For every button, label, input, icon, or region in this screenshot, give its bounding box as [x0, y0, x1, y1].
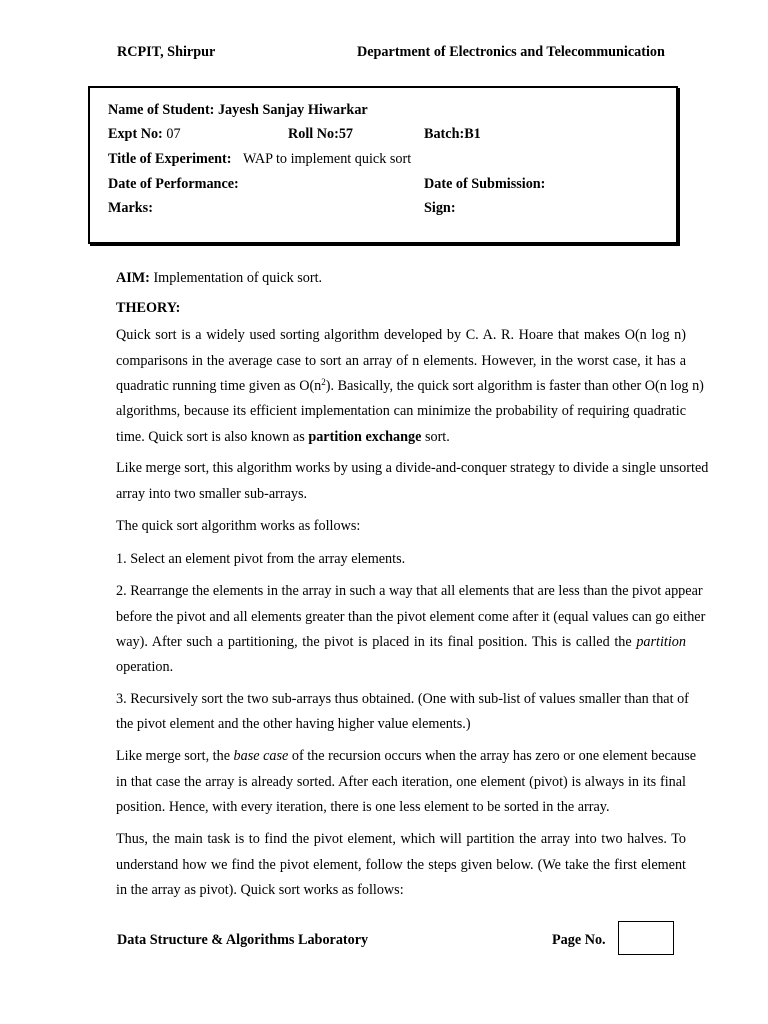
paragraph-line: [116, 429, 450, 446]
paragraph-line: comparisons in the average case to sort an array of n elements. However, in the worst case, it has a: [116, 353, 686, 369]
title-value: WAP to implement quick sort: [243, 151, 412, 167]
marks: Marks:: [108, 200, 153, 216]
header-institution: RCPIT, Shirpur: [117, 44, 216, 60]
text-run: Like merge sort, the: [116, 748, 234, 764]
aim-line: [116, 270, 322, 287]
paragraph-line: in the array as pivot). Quick sort works as follows:: [116, 882, 404, 898]
theory-heading: THEORY:: [116, 300, 181, 316]
aim-label: AIM:: [116, 270, 150, 286]
paragraph-line: Like merge sort, this algorithm works by using a divide-and-conquer strategy to divide a single unsorted: [116, 460, 709, 476]
paragraph-line: in that case the array is already sorted. After each iteration, one element (pivot) is always in its final: [116, 774, 686, 790]
footer-page-label: Page No.: [552, 932, 606, 948]
sign: Sign:: [424, 200, 456, 216]
paragraph-line: algorithms, because its efficient implementation can minimize the probability of requiring quadratic: [116, 403, 686, 419]
header-department: Department of Electronics and Telecommunication: [357, 44, 665, 60]
paragraph-line: The quick sort algorithm works as follows:: [116, 518, 361, 534]
paragraph-line: [116, 748, 697, 765]
step-line: [116, 634, 686, 651]
expt-number: [108, 126, 181, 143]
step-line: 3. Recursively sort the two sub-arrays thus obtained. (One with sub-list of values smaller than that of: [116, 691, 689, 707]
page-number-box: [618, 921, 674, 955]
paragraph-line: [116, 377, 704, 395]
expt-label: Expt No:: [108, 126, 163, 142]
step-line: the pivot element and the other having higher value elements.): [116, 716, 471, 732]
step-line: 2. Rearrange the elements in the array in such a way that all elements that are less than the pivot appear: [116, 583, 703, 599]
superscript: 2: [321, 377, 326, 387]
footer-lab-name: Data Structure & Algorithms Laboratory: [117, 932, 369, 948]
expt-value: 07: [166, 126, 181, 142]
text-run: way). After such a partitioning, the pivot is placed in its final position. This is called the: [116, 634, 637, 650]
student-info-box: [88, 86, 678, 244]
text-run: quadratic running time given as O(n: [116, 378, 322, 394]
text-run: ). Basically, the quick sort algorithm is faster than other O(n log n): [325, 378, 704, 394]
date-of-performance: Date of Performance:: [108, 176, 239, 192]
italic-term: base case: [233, 748, 289, 764]
title-label: Title of Experiment:: [108, 151, 232, 167]
paragraph-line: array into two smaller sub-arrays.: [116, 486, 308, 502]
step-line: 1. Select an element pivot from the array elements.: [116, 551, 406, 567]
text-run: time. Quick sort is also known as: [116, 429, 309, 445]
text-run: of the recursion occurs when the array has zero or one element because: [288, 748, 697, 764]
step-line: operation.: [116, 659, 174, 675]
text-run: sort.: [421, 429, 450, 445]
roll-number: Roll No:57: [288, 126, 354, 142]
paragraph-line: Thus, the main task is to find the pivot element, which will partition the array into two halves. To: [116, 831, 686, 847]
paragraph-line: Quick sort is a widely used sorting algorithm developed by C. A. R. Hoare that makes O(n log n): [116, 327, 686, 343]
paragraph-line: understand how we find the pivot element, follow the steps given below. (We take the first element: [116, 857, 686, 873]
italic-term: partition: [636, 634, 686, 650]
batch: Batch:B1: [424, 126, 481, 142]
experiment-title: [108, 151, 411, 168]
paragraph-line: position. Hence, with every iteration, there is one less element to be sorted in the array.: [116, 799, 610, 815]
student-name: Name of Student: Jayesh Sanjay Hiwarkar: [108, 102, 368, 118]
step-line: before the pivot and all elements greater than the pivot element come after it (equal values can go either: [116, 609, 706, 625]
aim-text: Implementation of quick sort.: [153, 270, 323, 286]
bold-term: partition exchange: [308, 429, 422, 445]
date-of-submission: Date of Submission:: [424, 176, 546, 192]
